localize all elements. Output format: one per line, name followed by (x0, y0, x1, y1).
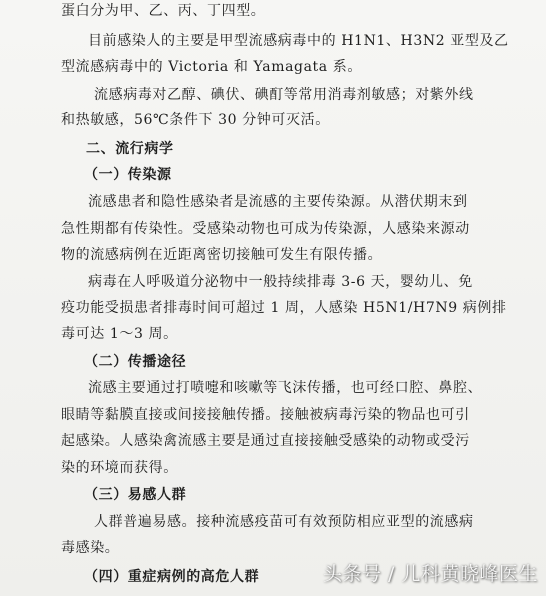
text-line-1: 蛋白分为甲、乙、丙、丁四型。 (61, 3, 266, 19)
section-heading-epidemiology: 二、流行病学 (86, 141, 174, 157)
text-line-4: 流感病毒对乙醇、碘伏、碘酊等常用消毒剂敏感；对紫外线 (94, 87, 474, 103)
text-line-18: 染的环境而获得。 (61, 460, 178, 476)
text-line-16: 眼睛等黏膜直接或间接接触传播。接触被病毒污染的物品也可引 (61, 407, 470, 423)
text-line-3: 型流感病毒中的 Victoria 和 Yamagata 系。 (61, 59, 362, 75)
text-line-5: 和热敏感，56℃条件下 30 分钟可灭活。 (61, 112, 330, 128)
text-line-2: 目前感染人的主要是甲型流感病毒中的 H1N1、H3N2 亚型及乙 (88, 33, 509, 49)
subheading-high-risk-groups: （四）重症病例的高危人群 (84, 569, 260, 585)
watermark: 头条号 / 儿科黄晓峰医生 (323, 563, 538, 585)
text-line-17: 起感染。人感染禽流感主要是通过直接接触受感染的动物或受污 (61, 433, 470, 449)
text-line-21: 毒感染。 (61, 540, 120, 556)
text-line-20: 人群普遍易感。接种流感疫苗可有效预防相应亚型的流感病 (94, 514, 474, 530)
subheading-susceptible-population: （三）易感人群 (84, 487, 187, 503)
text-line-13: 毒可达 1～3 周。 (61, 326, 178, 342)
subheading-infection-source: （一）传染源 (84, 167, 172, 183)
subheading-transmission-route: （二）传播途径 (84, 354, 187, 370)
text-line-10: 物的流感病例在近距离密切接触可发生有限传播。 (61, 247, 383, 263)
text-line-9: 急性期都有传染性。受感染动物也可成为传染源，人感染来源动 (61, 221, 470, 237)
text-line-12: 疫功能受损患者排毒时间可超过 1 周，人感染 H5N1/H7N9 病例排 (61, 300, 507, 316)
text-line-8: 流感患者和隐性感染者是流感的主要传染源。从潜伏期末到 (88, 194, 468, 210)
text-line-11: 病毒在人呼吸道分泌物中一般持续排毒 3-6 天，婴幼儿、免 (88, 274, 473, 290)
text-line-15: 流感主要通过打喷嚏和咳嗽等飞沫传播，也可经口腔、鼻腔、 (88, 380, 483, 396)
